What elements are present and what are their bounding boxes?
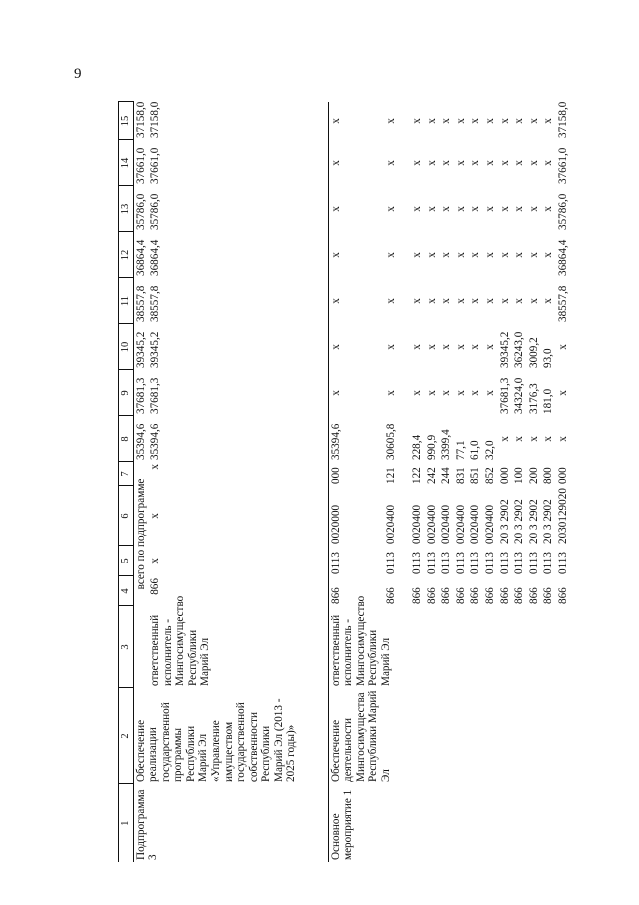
subprogram-name: Подпрограмма 3: [134, 789, 160, 860]
table-cell: 38557,8: [149, 285, 162, 322]
budget-table: [118, 102, 570, 863]
measure-description: Обеспечение деятельности Мингосимущества Республики Марий Эл: [328, 688, 410, 784]
table-cell: x: [513, 298, 526, 304]
column-number: 13: [119, 186, 134, 232]
table-cell: x: [425, 344, 438, 350]
table-cell: 866: [440, 587, 453, 604]
table-cell: x: [484, 390, 497, 396]
table-cell: x: [411, 344, 424, 350]
table-cell: 36864,4: [556, 239, 569, 276]
table-cell: x: [425, 252, 438, 258]
table-cell: x: [469, 298, 482, 304]
table-cell: x: [469, 390, 482, 396]
table-row: [527, 102, 542, 862]
table-row: [328, 102, 384, 862]
table-cell: 0020400: [411, 504, 424, 544]
table-cell: x: [556, 436, 569, 442]
table-cell: x: [542, 206, 555, 212]
table-cell: 37661,0: [556, 147, 569, 184]
table-cell: 32,0: [484, 440, 497, 460]
table-cell: 866: [498, 587, 511, 604]
table-cell: 34324,0: [513, 377, 526, 414]
table-cell: 866: [556, 587, 569, 604]
table-cell: x: [498, 298, 511, 304]
table-cell: 242: [425, 467, 438, 484]
table-cell: x: [527, 118, 540, 124]
table-cell: x: [149, 464, 162, 470]
table-cell: 866: [527, 587, 540, 604]
column-number: 14: [119, 140, 134, 186]
table-cell: x: [469, 206, 482, 212]
table-cell: x: [454, 160, 467, 166]
table-cell: x: [556, 390, 569, 396]
table-cell: x: [469, 344, 482, 350]
table-row: [541, 102, 556, 862]
table-cell: 852: [484, 467, 497, 484]
table-cell: 30605,8: [385, 423, 398, 460]
table-cell: x: [411, 298, 424, 304]
table-cell: 000: [328, 462, 384, 486]
table-cell: x: [484, 298, 497, 304]
table-row: [483, 102, 498, 862]
table-cell: x: [454, 206, 467, 212]
table-cell: x: [385, 390, 398, 396]
column-number: 8: [119, 416, 134, 462]
column-number: 7: [119, 462, 134, 486]
table-cell: x: [328, 324, 384, 370]
table-row: [498, 102, 513, 862]
table-cell: x: [484, 160, 497, 166]
table-cell: x: [498, 436, 511, 442]
table-cell: x: [527, 160, 540, 166]
table-cell: x: [440, 118, 453, 124]
table-cell: 35786,0: [149, 193, 162, 230]
table-cell: x: [556, 344, 569, 350]
table-cell: 0113: [527, 552, 540, 574]
table-cell: x: [542, 118, 555, 124]
table-cell: 866: [542, 587, 555, 604]
table-cell: 0020000: [328, 486, 384, 546]
table-row: [439, 102, 454, 862]
table-cell: x: [385, 118, 398, 124]
table-cell: 000: [498, 467, 511, 484]
table-cell: 866: [513, 587, 526, 604]
table-cell: 38557,8: [556, 285, 569, 322]
table-cell: 37158,0: [134, 101, 147, 138]
table-cell: 37158,0: [149, 101, 162, 138]
table-cell: 0113: [440, 552, 453, 574]
table-cell: x: [527, 206, 540, 212]
table-cell: 866: [484, 587, 497, 604]
table-cell: 0113: [484, 552, 497, 574]
table-cell: x: [527, 436, 540, 442]
table-cell: 0020400: [484, 504, 497, 544]
table-cell: x: [425, 298, 438, 304]
measure-executor: ответственный исполнитель - Мингосимущество Республики Марий Эл: [328, 606, 410, 688]
table-cell: 866: [425, 587, 438, 604]
table-cell: 866: [469, 587, 482, 604]
column-number: 1: [119, 784, 134, 862]
table-cell: 0113: [542, 552, 555, 574]
table-cell: x: [440, 160, 453, 166]
table-cell: 800: [542, 467, 555, 484]
table-cell: 20 3 2902: [513, 499, 526, 544]
column-number: 9: [119, 370, 134, 416]
subprogram-total-label: всего по подпрограмме: [134, 478, 147, 590]
table-cell: 0020400: [385, 504, 398, 544]
table-cell: x: [513, 252, 526, 258]
column-number-row: [119, 102, 134, 862]
table-cell: x: [385, 298, 398, 304]
table-cell: 93,0: [542, 348, 555, 368]
table-cell: 0113: [454, 552, 467, 574]
table-cell: 35394,6: [328, 416, 384, 462]
table-cell: 831: [454, 467, 467, 484]
table-cell: 37681,3: [149, 377, 162, 414]
table-cell: x: [469, 118, 482, 124]
table-cell: 100: [513, 467, 526, 484]
table-cell: 39345,2: [149, 331, 162, 368]
table-cell: 3399,4: [440, 429, 453, 460]
table-cell: x: [328, 140, 384, 186]
table-cell: 0020400: [454, 504, 467, 544]
table-cell: 0113: [498, 552, 511, 574]
table-cell: 37661,0: [134, 147, 147, 184]
table-cell: x: [542, 298, 555, 304]
table-cell: x: [527, 252, 540, 258]
table-cell: x: [440, 390, 453, 396]
table-cell: 866: [411, 587, 424, 604]
table-cell: 2030129020: [556, 488, 569, 544]
table-cell: 244: [440, 467, 453, 484]
column-number: 10: [119, 324, 134, 370]
table-cell: x: [513, 436, 526, 442]
table-cell: x: [425, 206, 438, 212]
table-cell: x: [454, 390, 467, 396]
table-cell: 20 3 2902: [498, 499, 511, 544]
table-cell: x: [484, 206, 497, 212]
table-cell: x: [385, 206, 398, 212]
page-number: 9: [74, 66, 82, 82]
table-cell: x: [469, 252, 482, 258]
table-cell: x: [440, 298, 453, 304]
table-cell: 0113: [385, 552, 398, 574]
table-cell: 20 3 2902: [527, 499, 540, 544]
table-cell: x: [498, 252, 511, 258]
table-cell: 37681,3: [498, 377, 511, 414]
table-cell: 866: [149, 578, 162, 595]
table-cell: 121: [385, 467, 398, 484]
table-cell: x: [542, 436, 555, 442]
table-cell: x: [498, 206, 511, 212]
measure-name: Основное мероприятие 1: [328, 784, 410, 862]
table-cell: x: [454, 298, 467, 304]
table-cell: x: [440, 252, 453, 258]
table-cell: 0113: [469, 552, 482, 574]
table-cell: 3009,2: [527, 337, 540, 368]
table-cell: x: [542, 252, 555, 258]
table-cell: 36864,4: [134, 239, 147, 276]
table-cell: x: [385, 344, 398, 350]
column-number: 11: [119, 278, 134, 324]
table-cell: 866: [385, 587, 398, 604]
table-cell: x: [411, 390, 424, 396]
table-cell: x: [328, 232, 384, 278]
table-cell: 990,9: [425, 434, 438, 460]
table-cell: x: [542, 160, 555, 166]
table-cell: x: [454, 344, 467, 350]
table-cell: x: [484, 252, 497, 258]
table-cell: x: [149, 558, 162, 564]
table-cell: x: [440, 206, 453, 212]
table-cell: x: [328, 278, 384, 324]
table-cell: 0113: [425, 552, 438, 574]
table-cell: x: [469, 160, 482, 166]
table-cell: x: [328, 186, 384, 232]
table-cell: x: [411, 118, 424, 124]
table-cell: 20 3 2902: [542, 499, 555, 544]
table-cell: 866: [454, 587, 467, 604]
table-cell: x: [425, 160, 438, 166]
subprogram-description: Обеспечение реализации государственной программы Республики Марий Эл «Управление имуществом государственной собственности Республики Марий Эл (2013 - 2025 годы)»: [134, 698, 298, 782]
table-row: [425, 102, 440, 862]
table-cell: 35394,6: [134, 423, 147, 460]
column-number: 3: [119, 606, 134, 688]
table-cell: 37661,0: [149, 147, 162, 184]
table-cell: x: [513, 160, 526, 166]
table-cell: 866: [328, 576, 384, 606]
subprogram-total-row: [133, 102, 148, 862]
table-cell: x: [411, 252, 424, 258]
budget-table-rotated: [118, 102, 594, 862]
column-number: 6: [119, 486, 134, 546]
table-cell: x: [484, 344, 497, 350]
table-cell: x: [411, 206, 424, 212]
table-cell: 181,0: [542, 388, 555, 414]
table-cell: x: [454, 252, 467, 258]
table-cell: 0113: [556, 552, 569, 574]
table-cell: 37158,0: [556, 101, 569, 138]
table-cell: 0113: [513, 552, 526, 574]
table-cell: x: [513, 206, 526, 212]
table-cell: 39345,2: [498, 331, 511, 368]
table-cell: 3176,3: [527, 383, 540, 414]
table-row: [556, 102, 571, 862]
table-cell: x: [498, 160, 511, 166]
table-cell: 37681,3: [134, 377, 147, 414]
table-cell: 35394,6: [149, 423, 162, 460]
column-number: 15: [119, 102, 134, 140]
table-cell: 36243,0: [513, 331, 526, 368]
table-cell: x: [527, 298, 540, 304]
table-row: [454, 102, 469, 862]
column-number: 2: [119, 688, 134, 784]
table-cell: 39345,2: [134, 331, 147, 368]
table-cell: 000: [556, 467, 569, 484]
table-cell: x: [513, 118, 526, 124]
table-cell: x: [385, 160, 398, 166]
table-row: [410, 102, 425, 862]
table-cell: 35786,0: [556, 193, 569, 230]
table-cell: 0020400: [469, 504, 482, 544]
table-cell: x: [425, 118, 438, 124]
table-cell: 35786,0: [134, 193, 147, 230]
table-cell: x: [440, 344, 453, 350]
table-cell: 36864,4: [149, 239, 162, 276]
table-cell: 122: [411, 467, 424, 484]
table-cell: 61,0: [469, 440, 482, 460]
table-cell: x: [328, 102, 384, 140]
table-cell: x: [411, 160, 424, 166]
table-cell: 851: [469, 467, 482, 484]
column-number: 12: [119, 232, 134, 278]
table-cell: 0020400: [425, 504, 438, 544]
table-cell: 228,4: [411, 434, 424, 460]
table-cell: 77,1: [454, 440, 467, 460]
table-cell: x: [328, 370, 384, 416]
table-cell: 0113: [328, 546, 384, 576]
table-cell: 0020400: [440, 504, 453, 544]
subprogram-executor: ответственный исполнитель - Мингосимущество Республики Марий Эл: [149, 595, 212, 686]
table-row: [512, 102, 527, 862]
table-cell: 38557,8: [134, 285, 147, 322]
column-number: 4: [119, 576, 134, 606]
table-cell: 0113: [411, 552, 424, 574]
table-cell: x: [149, 513, 162, 519]
table-cell: x: [454, 118, 467, 124]
column-number: 5: [119, 546, 134, 576]
table-cell: x: [385, 252, 398, 258]
table-cell: x: [425, 390, 438, 396]
table-cell: 200: [527, 467, 540, 484]
table-cell: x: [498, 118, 511, 124]
table-row: [468, 102, 483, 862]
table-cell: x: [484, 118, 497, 124]
